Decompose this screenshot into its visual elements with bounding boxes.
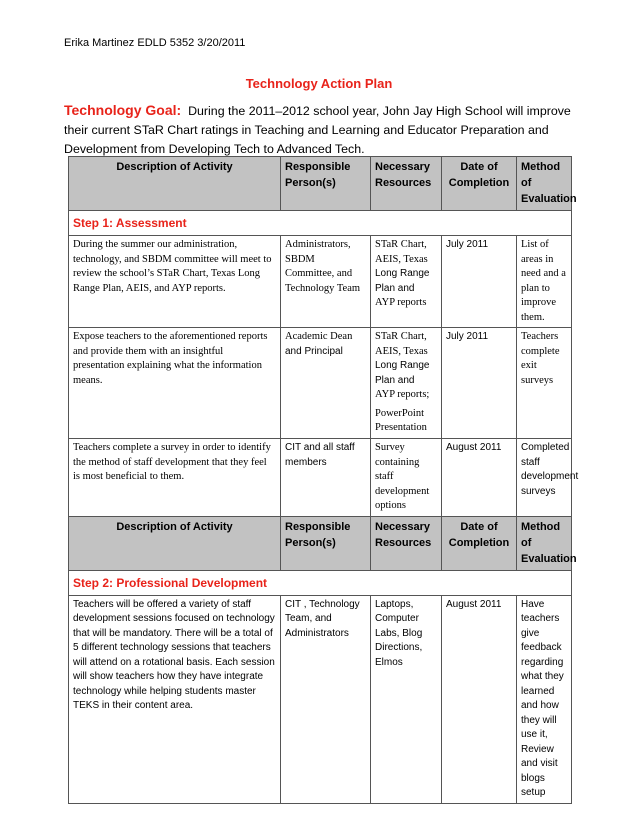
col-evaluation-header: Method of Evaluation — [517, 157, 572, 211]
resources-line: PowerPoint Presentation — [375, 407, 427, 433]
col-date-header: Date of Completion — [442, 516, 517, 570]
table-row — [69, 236, 572, 328]
step-row — [69, 570, 572, 595]
necessary-resources — [371, 328, 442, 439]
evaluation-method: List of areas in need and a plan to improve them. — [517, 236, 572, 328]
header-row — [69, 157, 572, 211]
col-description-header: Description of Activity — [69, 157, 281, 211]
completion-date: August 2011 — [442, 595, 517, 803]
table-row — [69, 595, 572, 803]
col-evaluation-header: Method of Evaluation — [517, 516, 572, 570]
step2-title: Step 2: Professional Development — [69, 570, 572, 595]
resources-line: Long Range Plan and — [375, 360, 430, 386]
completion-date: July 2011 — [442, 236, 517, 328]
col-resources-header: Necessary Resources — [371, 516, 442, 570]
activity-description: During the summer our administration, technology, and SBDM committee will meet to review the school’s STaR Chart, Texas Long Range Plan, AEIS, and AYP reports. — [69, 236, 281, 328]
activity-description: Expose teachers to the aforementioned reports and provide them with an insightful presentation explaining what the information means. — [69, 328, 281, 439]
document-header: Erika Martinez EDLD 5352 3/20/2011 — [64, 37, 246, 49]
step-row — [69, 211, 572, 236]
necessary-resources: Laptops, Computer Labs, Blog Directions, Elmos — [371, 595, 442, 803]
step1-title: Step 1: Assessment — [69, 211, 572, 236]
page-title: Technology Action Plan — [245, 76, 393, 91]
responsible-persons — [281, 328, 371, 439]
table-row — [69, 439, 572, 517]
completion-date: July 2011 — [442, 328, 517, 439]
responsible-persons: CIT , Technology Team, and Administrators — [281, 595, 371, 803]
responsible-line: and Principal — [285, 345, 343, 357]
necessary-resources — [371, 236, 442, 328]
col-responsible-header: Responsible Person(s) — [281, 157, 371, 211]
responsible-line: Academic Dean — [285, 331, 353, 342]
goal-label: Technology Goal: — [64, 102, 182, 118]
evaluation-method: Teachers complete exit surveys — [517, 328, 572, 439]
resources-line: Long Range Plan and — [375, 268, 430, 294]
col-resources-header: Necessary Resources — [371, 157, 442, 211]
evaluation-method: Have teachers give feedback regarding what they learned and how they will use it, Review and visit blogs setup — [517, 595, 572, 803]
necessary-resources: Survey containing staff development options — [371, 439, 442, 517]
technology-goal — [64, 101, 574, 159]
activity-description: Teachers will be offered a variety of staff development sessions focused on technology that will be mandatory. There will be a total of 5 different technology sessions that teachers will attend on a rotational basis. Each session will show teachers how they have integrate technology while helping students master TEKS in their content area. — [69, 595, 281, 803]
resources-line: STaR Chart, AEIS, Texas — [375, 331, 428, 357]
responsible-persons: CIT and all staff members — [281, 439, 371, 517]
header-row — [69, 516, 572, 570]
resources-line: AYP reports — [375, 297, 427, 308]
responsible-persons: Administrators, SBDM Committee, and Technology Team — [281, 236, 371, 328]
goal-text: During the 2011–2012 school year, John Jay High School will improve their current STaR Chart ratings in Teaching and Learning and Educator Preparation and Development from Developing Tech to Advanced Tech. — [64, 104, 571, 156]
resources-line: STaR Chart, AEIS, Texas — [375, 239, 428, 265]
table-row — [69, 328, 572, 439]
evaluation-method: Completed staff development surveys — [517, 439, 572, 517]
action-plan-table — [68, 156, 579, 804]
col-description-header: Description of Activity — [69, 516, 281, 570]
completion-date: August 2011 — [442, 439, 517, 517]
activity-description: Teachers complete a survey in order to identify the method of staff development that they feel is most beneficial to them. — [69, 439, 281, 517]
col-responsible-header: Responsible Person(s) — [281, 516, 371, 570]
col-date-header: Date of Completion — [442, 157, 517, 211]
resources-line: AYP reports; — [375, 389, 430, 400]
